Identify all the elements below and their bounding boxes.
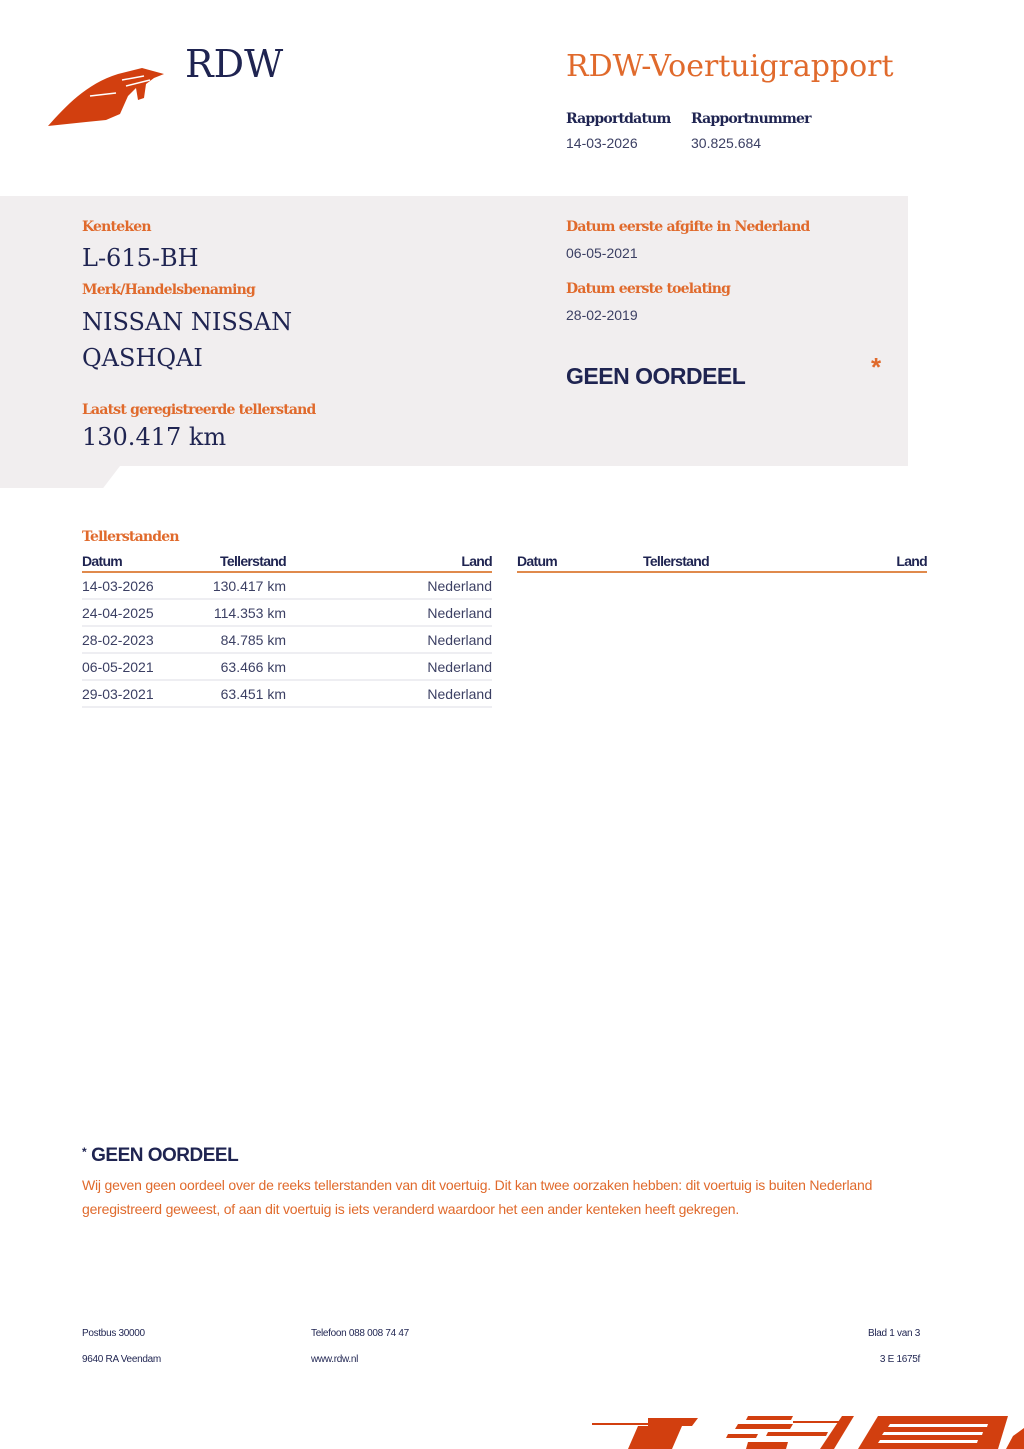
row-date: 14-03-2026 <box>82 572 192 599</box>
footer-address-line2: 9640 RA Veendam <box>82 1354 161 1365</box>
row-reading: 63.451 km <box>192 680 286 707</box>
first-nl-value: 06-05-2021 <box>566 245 638 261</box>
table-row <box>82 599 492 626</box>
odometer-value: 130.417 km <box>82 423 227 451</box>
report-title: RDW-Voertuigrapport <box>566 49 894 84</box>
report-number: 30.825.684 <box>691 135 762 151</box>
logo-text: RDW <box>185 42 284 86</box>
note-asterisk-icon: * <box>82 1145 87 1159</box>
row-date: 28-02-2023 <box>82 626 192 653</box>
panel-notch <box>0 466 120 488</box>
table-row <box>82 653 492 680</box>
col-tellerstand: Tellerstand <box>643 553 737 572</box>
row-date: 24-04-2025 <box>82 599 192 626</box>
row-country: Nederland <box>286 572 492 599</box>
footer-page-number: Blad 1 van 3 <box>868 1328 920 1339</box>
footer-address-line1: Postbus 30000 <box>82 1328 145 1339</box>
row-date: 29-03-2021 <box>82 680 192 707</box>
table-row <box>82 572 492 599</box>
row-country: Nederland <box>286 653 492 680</box>
col-land: Land <box>286 553 492 572</box>
col-datum: Datum <box>517 553 643 572</box>
row-country: Nederland <box>286 599 492 626</box>
note-text: Wij geven geen oordeel over de reeks tellerstanden van dit voertuig. Dit kan twee oorzaken hebben: dit voertuig is buiten Nederland geregistreerd geweest, of aan dit voertuig is iets veranderd waardoor het een ander kenteken heeft gekregen. <box>82 1177 873 1217</box>
table-row <box>82 680 492 707</box>
rdw-logo-icon <box>46 66 168 128</box>
row-reading: 63.466 km <box>192 653 286 680</box>
verdict: GEEN OORDEEL <box>566 363 746 389</box>
plate-label: Kenteken <box>82 219 151 235</box>
note-title-text: GEEN OORDEEL <box>91 1145 239 1166</box>
row-reading: 130.417 km <box>192 572 286 599</box>
row-country: Nederland <box>286 626 492 653</box>
row-reading: 114.353 km <box>192 599 286 626</box>
plate-value: L-615-BH <box>82 244 199 272</box>
brand-value-line2: QASHQAI <box>82 344 203 372</box>
col-tellerstand: Tellerstand <box>192 553 286 572</box>
odometer-table-left <box>82 553 492 708</box>
report-date: 14-03-2026 <box>566 135 638 151</box>
odometer-section-title: Tellerstanden <box>82 529 179 545</box>
col-datum: Datum <box>82 553 192 572</box>
decorative-stripes-icon <box>588 1410 1024 1449</box>
report-number-label: Rapportnummer <box>691 111 811 127</box>
verdict-asterisk-icon: * <box>871 352 882 382</box>
odometer-table-right <box>517 553 927 573</box>
footer-phone: Telefoon 088 008 74 47 <box>311 1328 409 1339</box>
odometer-label: Laatst geregistreerde tellerstand <box>82 402 316 418</box>
row-country: Nederland <box>286 680 492 707</box>
brand-value-line1: NISSAN NISSAN <box>82 308 293 336</box>
row-date: 06-05-2021 <box>82 653 192 680</box>
first-admission-value: 28-02-2019 <box>566 307 638 323</box>
footer-website[interactable]: www.rdw.nl <box>311 1354 359 1365</box>
brand-label: Merk/Handelsbenaming <box>82 282 256 298</box>
col-land: Land <box>737 553 927 572</box>
first-admission-label: Datum eerste toelating <box>566 281 731 297</box>
note-title <box>82 1145 238 1167</box>
row-reading: 84.785 km <box>192 626 286 653</box>
first-nl-label: Datum eerste afgifte in Nederland <box>566 219 810 235</box>
footer-code: 3 E 1675f <box>879 1354 920 1365</box>
report-date-label: Rapportdatum <box>566 111 671 127</box>
table-row <box>82 626 492 653</box>
